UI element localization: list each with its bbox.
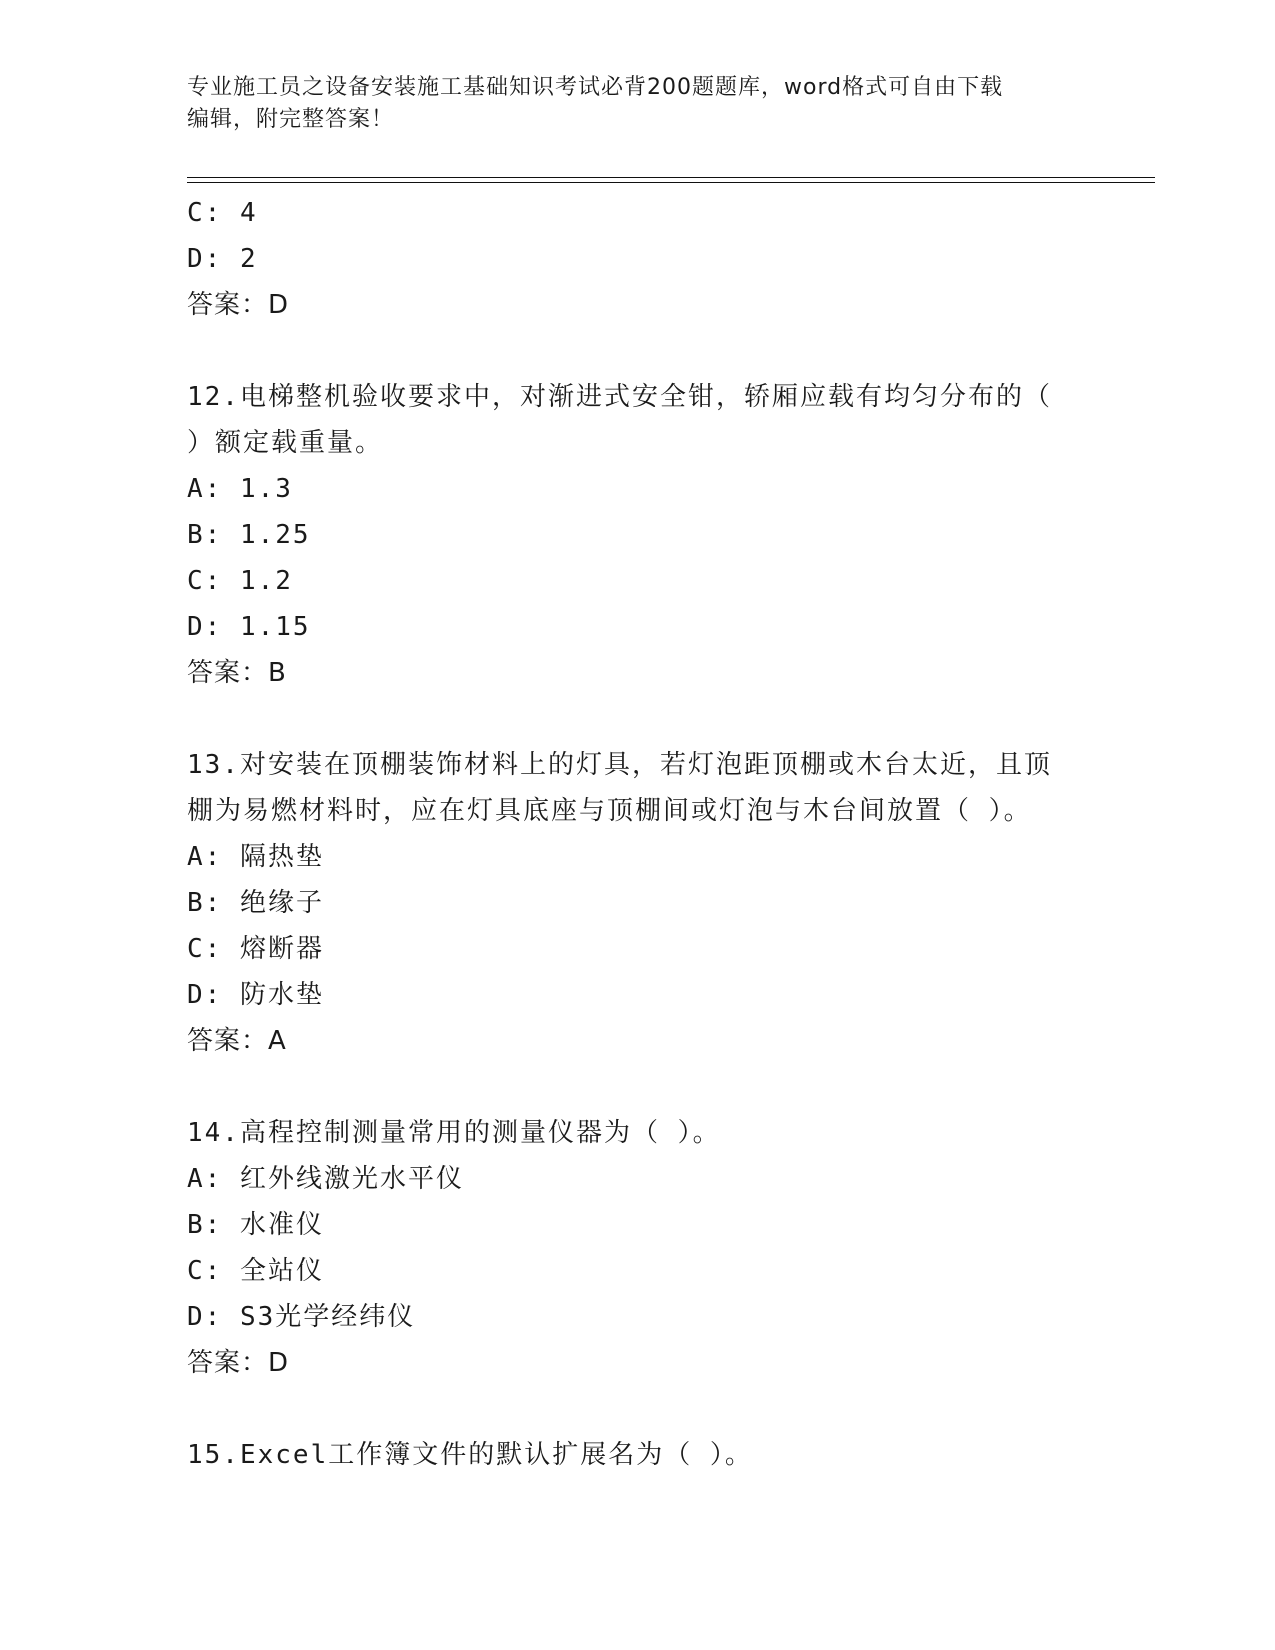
option-c: C: 4 (187, 198, 258, 228)
question-11-tail (187, 190, 1087, 328)
answer-line: 答案：A (187, 1026, 287, 1056)
header-title-line-2: 编辑，附完整答案！ (187, 107, 395, 132)
option-c: C: 全站仪 (187, 1256, 324, 1286)
question-12 (187, 374, 1087, 696)
option-d: D: 2 (187, 244, 258, 274)
header-divider-bottom (187, 182, 1155, 183)
option-c: C: 熔断器 (187, 934, 324, 964)
option-d: D: 防水垫 (187, 980, 324, 1010)
question-stem-line-2: 棚为易燃材料时，应在灯具底座与顶棚间或灯泡与木台间放置（ ）。 (187, 796, 1032, 826)
question-14 (187, 1110, 1087, 1386)
answer-line: 答案：D (187, 290, 290, 320)
question-stem-line-1: 14.高程控制测量常用的测量仪器为（ ）。 (187, 1118, 721, 1148)
option-b: B: 水准仪 (187, 1210, 324, 1240)
option-a: A: 红外线激光水平仪 (187, 1164, 464, 1194)
option-d: D: S3光学经纬仪 (187, 1302, 416, 1332)
spacer (187, 328, 1087, 374)
spacer (187, 1386, 1087, 1432)
spacer (187, 696, 1087, 742)
spacer (187, 1064, 1087, 1110)
option-b: B: 绝缘子 (187, 888, 324, 918)
answer-line: 答案：D (187, 1348, 290, 1378)
option-c: C: 1.2 (187, 566, 293, 596)
question-stem-line-1: 13.对安装在顶棚装饰材料上的灯具，若灯泡距顶棚或木台太近，且顶 (187, 750, 1052, 780)
option-d: D: 1.15 (187, 612, 311, 642)
header-divider-top (187, 177, 1155, 178)
answer-line: 答案：B (187, 658, 287, 688)
option-a: A: 1.3 (187, 474, 293, 504)
question-13 (187, 742, 1087, 1064)
question-stem-line-1: 15.Excel工作簿文件的默认扩展名为（ ）。 (187, 1440, 753, 1470)
question-list (187, 190, 1087, 1478)
page-header (187, 72, 1087, 136)
question-15 (187, 1432, 1087, 1478)
option-b: B: 1.25 (187, 520, 311, 550)
option-a: A: 隔热垫 (187, 842, 324, 872)
header-title-line-1: 专业施工员之设备安装施工基础知识考试必背200题题库，word格式可自由下载 (187, 75, 1004, 100)
question-stem-line-2: ）额定载重量。 (187, 428, 384, 458)
question-stem-line-1: 12.电梯整机验收要求中，对渐进式安全钳，轿厢应载有均匀分布的（ (187, 382, 1052, 412)
